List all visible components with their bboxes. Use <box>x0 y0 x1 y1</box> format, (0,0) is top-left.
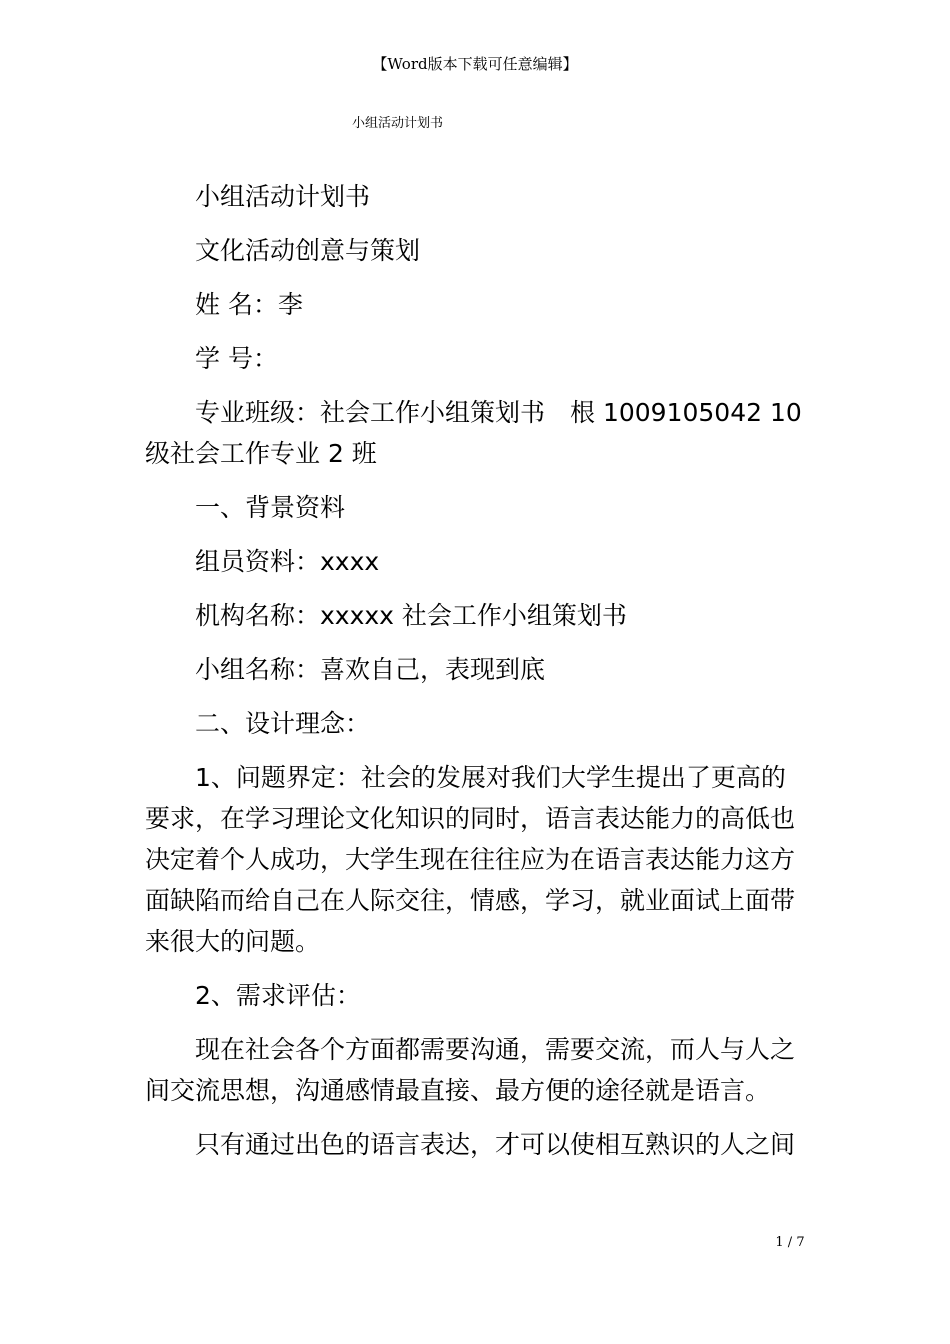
name-line: 姓 名：李 <box>195 290 303 319</box>
members-line: 组员资料：xxxx <box>195 547 380 576</box>
doc-title-line: 小组活动计划书 <box>195 182 371 211</box>
document-body <box>145 176 807 1178</box>
section-heading-background: 一、背景资料 <box>195 493 346 522</box>
communication-paragraph: 现在社会各个方面都需要沟通，需要交流，而人与人之间交流思想，沟通感情最直接、最方便的途径就是语言。 <box>145 1035 796 1105</box>
needs-assessment-heading: 2、需求评估： <box>195 981 361 1010</box>
page-number: 1 / 7 <box>775 1235 805 1250</box>
problem-definition-paragraph: 1、问题界定：社会的发展对我们大学生提出了更高的要求，在学习理论文化知识的同时，语言表达能力的高低也决定着个人成功，大学生现在往往应为在语言表达能力这方面缺陷而给自己在人际交往，情感，学习，就业面试上面带来很大的问题。 <box>145 763 796 956</box>
language-expression-paragraph: 只有通过出色的语言表达，才可以使相互熟识的人之间 <box>195 1130 796 1159</box>
student-id-line: 学 号： <box>195 344 278 373</box>
group-name-line: 小组名称：喜欢自己，表现到底 <box>195 655 546 684</box>
page-header-banner: 【Word版本下载可任意编辑】 <box>372 55 578 73</box>
running-title: 小组活动计划书 <box>352 116 444 131</box>
organization-line: 机构名称：xxxxx 社会工作小组策划书 <box>195 601 627 630</box>
class-line: 专业班级：社会工作小组策划书 根 1009105042 10级社会工作专业 2 班 <box>145 398 802 468</box>
section-heading-design: 二、设计理念： <box>195 709 371 738</box>
course-line: 文化活动创意与策划 <box>195 236 421 265</box>
